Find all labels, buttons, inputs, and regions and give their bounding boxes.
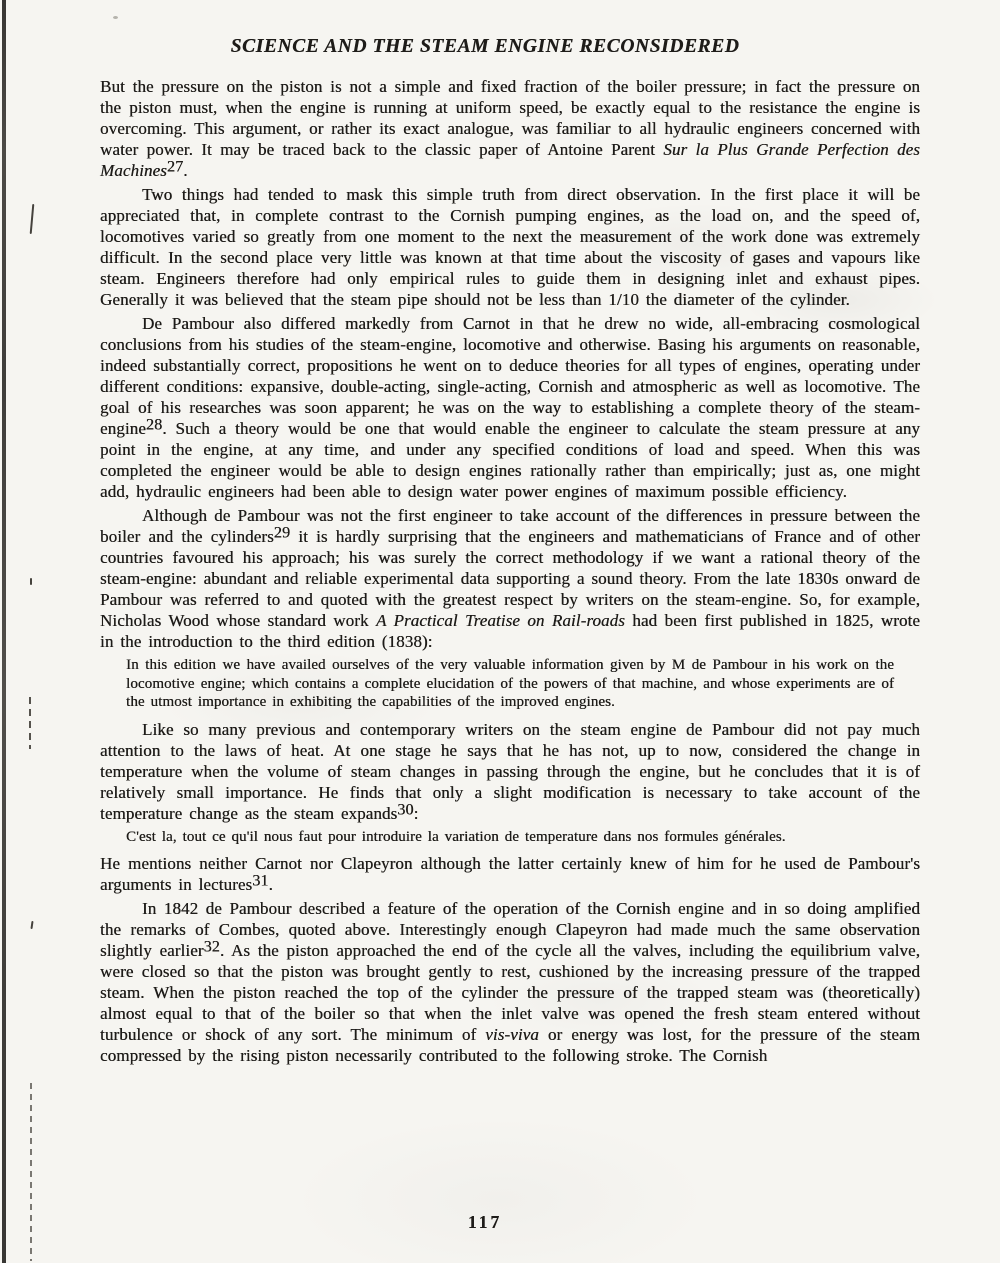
article-title: SCIENCE AND THE STEAM ENGINE RECONSIDERED bbox=[230, 36, 740, 57]
paragraph: He mentions neither Carnot nor Clapeyron although the latter certainly knew of him for he used de Pambour's arguments in lectures31. bbox=[100, 854, 920, 894]
margin-pen-mark bbox=[30, 578, 32, 585]
margin-pen-mark bbox=[30, 921, 33, 929]
margin-pencil-dash bbox=[29, 697, 31, 749]
page-number: 117 bbox=[467, 1212, 503, 1232]
block-quote-french: C'est la, tout ce qu'il nous faut pour introduire la variation de temperature dans nos formules générales. bbox=[126, 828, 786, 845]
paragraph: Although de Pambour was not the first engineer to take account of the differences in pressure between the boiler and the cylinders29 it is hardly surprising that the engineers and mathematicians of France and of other countries favoured his approach; his was surely the correct methodology if we want a rational theory of the steam-engine: abundant and reliable experimental data supporting a sound theory. From the late 1830s onward de Pambour was referred to and quoted with the greatest respect by writers on the steam-engine. So, for example, Nicholas Wood whose standard work A Practical Treatise on Rail-roads had been first published in 1825, wrote in the introduction to the third edition (1838): bbox=[100, 506, 921, 651]
paragraph: In 1842 de Pambour described a feature of the operation of the Cornish engine and in so doing amplified the remarks of Combes, quoted above. Interestingly enough Clapeyron had made much the same observation slightly earlier32. As the piston approached the end of the cycle all the valves, including the equilibrium valve, were closed so that the piston was brought gently to rest, cushioned by the increasing pressure of the trapped steam. When the piston reached the top of the cylinder the pressure of the trapped steam was (theoretically) almost equal to that of the boiler so that when the inlet valve was opened the fresh steam entered without turbulence or shock of any sort. The minimum of vis-viva or energy was lost, for the pressure of the steam compressed by the rising piston necessarily contributed to the following stroke. The Cornish bbox=[100, 899, 921, 1065]
margin-pen-mark bbox=[30, 204, 35, 234]
paragraph: Like so many previous and contemporary writers on the steam engine de Pambour did not pay much attention to the laws of heat. At one stage he says that he has not, up to now, considered the change in temperature when the volume of steam changes in passing through the engine, but he concludes that it is of relatively small importance. He finds that only a slight modification is necessary to take account of the temperature change as the steam expands30: bbox=[100, 719, 920, 823]
article-body bbox=[100, 76, 920, 1069]
paragraph: Two things had tended to mask this simple truth from direct observation. In the first place it will be appreciated that, in complete contrast to the Cornish pumping engines, as the load on, and the speed of, locomotives varied so greatly from one moment to the next the measurement of the work done was extremely difficult. In the second place very little was known at that time about the viscosity of gases and vapours like steam. Engineers therefore had only empirical rules to guide them in designing inlet and exhaust pipes. Generally it was believed that the steam pipe should not be less than 1/10 the diameter of the cylinder. bbox=[100, 185, 920, 309]
paragraph: But the pressure on the piston is not a simple and fixed fraction of the boiler pressure; in fact the pressure on the piston must, when the engine is running at uniform speed, be exactly equal to the resistance the engine is overcoming. This argument, or rather its exact analogue, was familiar to all hydraulic engineers concerned with water power. It may be traced back to the classic paper of Antoine Parent Sur la Plus Grande Perfection des Machines27. bbox=[100, 77, 920, 180]
block-quote: In this edition we have availed ourselves of the very valuable information given by M de Pambour in his work on the locomotive engine; which contains a complete elucidation of the powers of that machine, and whose experiments are of the utmost importance in exhibiting the capabilities of the improved engines. bbox=[126, 657, 894, 710]
margin-pencil-dash bbox=[30, 1083, 32, 1261]
scan-speck bbox=[113, 16, 118, 19]
paragraph: De Pambour also differed markedly from Carnot in that he drew no wide, all-embracing cosmological conclusions from his studies of the steam-engine, locomotive and otherwise. Basing his arguments on reasonable, indeed substantially correct, propositions he went on to deduce theories for all types of engines, operating under different conditions: expansive, double-acting, single-acting, Cornish and atmospheric as well as locomotive. The goal of his researches was soon apparent; he was on the way to establishing a complete theory of the steam-engine28. Such a theory would be one that would enable the engineer to calculate the steam pressure at any point in the engine, at any time, and under any specified conditions of load and speed. When this was completed the engineer would be able to design engines rationally rather than empirically; just as, one might add, hydraulic engineers had been able to design water power engines of maximum possible efficiency. bbox=[100, 314, 920, 501]
scan-edge-artifact bbox=[2, 0, 6, 1263]
